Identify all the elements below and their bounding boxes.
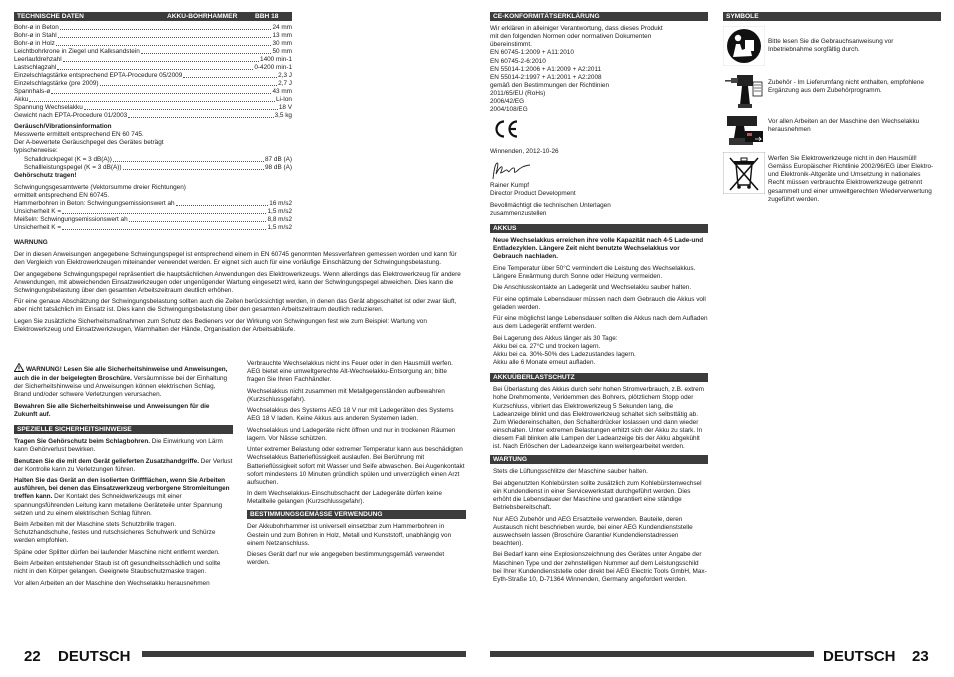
special-safety-item: [14, 521, 233, 545]
signer-note: [490, 202, 708, 218]
service-paragraph: Bei Bedarf kann eine Explosionszeichnung des Gerätes unter Angabe der Maschinen Type und der zehnstelligen Nummer auf dem Leistungsschild bei Ihrer Kundendienststelle oder direkt bei AEG Electric Tools GmbH, Max-Eyth-Straße 10, D-71364 Winnenden, Germany angefordert werden.: [493, 551, 707, 583]
service-paragraphs: [490, 468, 708, 584]
leader-dots: [51, 88, 271, 94]
special-safety-item: [14, 458, 233, 474]
language-left: DEUTSCH: [58, 648, 131, 665]
vibration-intro-line: ermittelt entsprechend EN 60745.: [14, 191, 110, 199]
spec-row: [14, 48, 292, 56]
battery-disposal-paragraphs: [247, 360, 466, 506]
signer-note-line: zusammenzustellen: [490, 210, 547, 217]
ce-header: CE-KONFORMITÄTSERKLÄRUNG: [490, 12, 708, 21]
spec-row-label: Bohr-ø in Stahl: [14, 32, 57, 39]
special-safety-bold: Tragen Sie Gehörschutz beim Schlagbohren.: [14, 438, 151, 446]
signer-note-line: Bevollmächtigt die technischen Unterlagen: [490, 201, 611, 209]
ce-line: EN 60745-2-6:2010: [490, 57, 546, 65]
tech-data-model-label: AKKU-BOHRHAMMER: [167, 13, 238, 20]
special-safety-item: [14, 438, 233, 454]
akkus-paragraph: Für eine optimale Lebensdauer müssen nach dem Gebrauch die Akkus voll geladen werden.: [493, 295, 706, 311]
noise-intro-line: Messwerte ermittelt entsprechend EN 60 745.: [14, 131, 144, 139]
read-manual-icon: [723, 26, 765, 66]
special-safety-text: Der Kontakt des Schneidwerkzeugs mit einer spannungsführenden Leitung kann metallene Geräteteile unter Spannung setzen und zu einem elektrischen Schlag führen.: [14, 493, 223, 517]
vibration-row-label: Hammerbohren in Beton: Schwingungsemissionswert ah: [14, 199, 175, 207]
storage-line: Akku bei ca. 27°C und trocken lagern.: [493, 342, 601, 350]
special-safety-text: Vor allen Arbeiten an der Maschine den Wechselakku herausnehmen: [14, 579, 210, 587]
leader-dots: [29, 96, 275, 102]
leader-dots: [60, 24, 272, 30]
battery-paragraph: In dem Wechselakkus-Einschubschacht der Ladegeräte dürfen keine Metallteile gelangen (Kurzschlussgefahr).: [247, 490, 442, 506]
service-paragraph: Stets die Lüftungsschlitze der Maschine sauber halten.: [493, 468, 648, 476]
ce-line: EN 60745-1:2009 + A11:2010: [490, 49, 574, 57]
overload-paragraph: Bei Überlastung des Akkus durch sehr hohen Stromverbrauch, z.B. extrem hohe Drehmomente, Verklemmen des Bohrers, plötzlichem Stopp oder Kurzschluss, vibriert das Elektrowerkzeug 5 Sekunden lang, die Ladeanzeige blinkt und das Elektrowerkzeug schaltet sich selbsttätig ab. Zum Wiedereinschalten, den Schalterdrücker loslassen und dann wieder einschalten. Unter extremen Belastungen erhitzt sich der Akku zu stark. In diesem Fall blinken alle Lampen der Ladeanzeige bis der Akku abgekühlt ist. Nach Erlöschen der Ladeanzeige kann weitergearbeitet werden.: [493, 386, 704, 451]
ce-declaration: [490, 25, 708, 114]
spec-row: [14, 64, 292, 72]
warning-paragraph: Für eine genaue Abschätzung der Schwingungsbelastung sollten auch die Zeiten berücksichtigt werden, in denen das Gerät abgeschaltet ist oder zwar läuft, aber nicht tatsächlich im Einsatz ist. Dies kann die Schwingungsbelastung über den gesamten Arbeitszeitraum deutlich reduzieren.: [14, 298, 457, 314]
spec-row-label: Bohr-ø in Holz: [14, 40, 55, 47]
spec-row-value: 24 mm: [272, 24, 292, 31]
leader-dots: [100, 80, 278, 86]
akkus-paragraphs: [490, 265, 708, 332]
remove-battery-icon: [723, 112, 765, 148]
noise-row: [24, 164, 292, 172]
left-footer: [14, 648, 466, 665]
spec-row-label: Bohr-ø in Beton: [14, 24, 59, 31]
ce-line: EN 55014-2:1997 + A1:2001 + A2:2008: [490, 73, 602, 81]
vibration-row-label: Meißeln: Schwingungsemissionswert ah: [14, 215, 128, 223]
special-safety-text: Die Einwirkung von Lärm kann Gehörverlust bewirken.: [14, 438, 223, 454]
spec-row-label: Einzelschlagstärke entsprechend EPTA-Procedure 05/2009: [14, 72, 183, 79]
special-safety-list: [14, 438, 233, 588]
spec-row-value: 50 mm: [272, 48, 292, 55]
ce-line: 2004/108/EG: [490, 106, 528, 114]
spec-row: [14, 112, 292, 120]
spec-row: [14, 32, 292, 40]
noise-block: [14, 123, 292, 180]
vibration-intro-line: Schwingungsgesamtwerte (Vektorsumme dreier Richtungen): [14, 183, 186, 191]
safety-warning: [14, 363, 233, 400]
spec-row-value: 1400 min-1: [260, 56, 292, 63]
special-safety-item: [14, 477, 233, 518]
battery-paragraph: Verbrauchte Wechselakkus nicht ins Feuer oder in den Hausmüll werfen. AEG bietet eine umweltgerechte Alt-Wechselakku-Entsorgung an; bitte fragen Sie Ihren Fachhändler.: [247, 360, 453, 384]
vibration-row-value: 16 m/s2: [269, 199, 292, 207]
spec-row-label: Spannhals-ø: [14, 88, 51, 95]
warning-title: WARNUNG: [14, 238, 48, 246]
left-col-a: [14, 363, 233, 591]
vibration-rows: [14, 200, 292, 232]
special-safety-header: SPEZIELLE SICHERHEITSHINWEISE: [14, 425, 233, 434]
special-safety-text: Der Verlust der Kontrolle kann zu Verletzungen führen.: [14, 457, 233, 473]
vibration-row: [14, 208, 292, 216]
vibration-row-label: Unsicherheit K =: [14, 223, 62, 231]
storage-line: Bei Lagerung des Akkus länger als 30 Tage:: [493, 334, 618, 342]
safety-keep: Bewahren Sie alle Sicherheitshinweise und Anweisungen für die Zukunft auf.: [14, 402, 210, 418]
left-col-b: [247, 360, 466, 571]
spec-row-value: 30 mm: [272, 40, 292, 47]
ce-place-date: Winnenden, 2012-10-26: [490, 147, 559, 155]
spec-row-value: 0-4200 min-1: [254, 64, 292, 71]
tech-data-column: [14, 12, 292, 255]
leader-dots: [58, 32, 272, 38]
noise-title: Geräusch/Vibrationsinformation: [14, 123, 112, 130]
warning-paragraphs: [14, 251, 466, 337]
noise-row-label: Schallleistungspegel (K = 3 dB(A)): [24, 163, 122, 171]
spec-row-value: 18 V: [278, 104, 292, 111]
special-safety-item: [14, 549, 233, 557]
leader-dots: [113, 156, 264, 162]
leader-dots: [123, 164, 264, 170]
tech-data-title: TECHNISCHE DATEN: [17, 13, 84, 20]
vibration-row-value: 1,5 m/s2: [267, 207, 292, 215]
akkus-paragraph: Eine Temperatur über 50°C vermindert die Leistung des Wechselakkus. Längere Erwärmung durch Sonne oder Heizung vermeiden.: [493, 264, 696, 280]
vibration-row: [14, 224, 292, 232]
warning-paragraph: Legen Sie zusätzliche Sicherheitsmaßnahmen zum Schutz des Bedieners vor der Wirkung von Schwingungen fest wie zum Beispiel: Wartung von Elektrowerkzeug und Einsatzwerkzeugen, Warmhalten der Hände, Organisation der Arbeitsabläufe.: [14, 317, 427, 333]
signer-title: Director Product Development: [490, 189, 576, 197]
spec-list: [14, 24, 292, 120]
vibration-row: [14, 216, 292, 224]
warning-paragraph: Der angegebene Schwingungspegel repräsentiert die hauptsächlichen Anwendungen des Elektrowerkzeugs. Wenn allerdings das Elektrowerkzeug für andere Anwendungen, mit abweichenden Einsatzwerkzeugen oder ungenügender Wartung eingesetzt wird, kann der Schwingungspegel abweichen. Dies kann die Schwingungsbelastung über den gesamten Arbeitszeitraum deutlich erhöhen.: [14, 270, 461, 294]
battery-paragraph: Unter extremer Belastung oder extremer Temperatur kann aus beschädigten Wechselakkus Batterieflüssigkeit auslaufen. Bei Berührung mit Batterieflüssigkeit sofort mit Wasser und Seife abwaschen. Bei Augenkontakt sofort mindestens 10 Minuten gründlich spülen und unverzüglich einen Arzt aufsuchen.: [247, 446, 465, 486]
spec-row-value: 13 mm: [272, 32, 292, 39]
spec-row-value: 2,7 J: [278, 80, 292, 87]
accessory-icon: [723, 72, 765, 110]
intended-use-paragraph: Dieses Gerät darf nur wie angegeben bestimmungsgemäß verwendet werden.: [247, 551, 445, 567]
special-safety-item: [14, 560, 233, 576]
spec-row: [14, 72, 292, 80]
ce-line: EN 55014-1:2006 + A1:2009 + A2:2011: [490, 65, 602, 73]
storage-line: Akku alle 6 Monate erneut aufladen.: [493, 359, 596, 367]
symbol-text-accessory: Zubehör - Im Lieferumfang nicht enthalten, empfohlene Ergänzung aus dem Zubehörprogramm.: [768, 79, 924, 95]
warning-triangle-icon: [14, 363, 24, 375]
overload-header: AKKUÜBERLASTSCHUTZ: [490, 373, 708, 382]
noise-rows: [14, 156, 292, 172]
spec-row-value: 2,3 J: [278, 72, 292, 79]
vibration-row-value: 1,5 m/s2: [267, 223, 292, 231]
spec-row-value: 43 mm: [272, 88, 292, 95]
spec-row-label: Leichtbohrkrone in Ziegel und Kalksandstein: [14, 48, 140, 55]
symbol-text-read-manual: Bitte lesen Sie die Gebrauchsanweisung vor Inbetriebnahme sorgfältig durch.: [768, 38, 894, 54]
leader-dots: [141, 48, 272, 54]
special-safety-bold: Benutzen Sie die mit dem Gerät gelieferten Zusatzhandgriffe.: [14, 457, 200, 465]
language-right: DEUTSCH: [823, 648, 896, 665]
spec-row-label: Gewicht nach EPTA-Procedure 01/2003: [14, 112, 128, 119]
noise-row-label: Schalldruckpegel (K = 3 dB(A)): [24, 155, 112, 163]
footer-bar-right: [490, 651, 814, 657]
spec-row: [14, 80, 292, 88]
akkus-intro: Neue Wechselakkus erreichen ihre volle Kapazität nach 4-5 Lade-und Entladezyklen. Längere Zeit nicht benutzte Wechselakkus vor Gebrauch nachladen.: [493, 237, 704, 261]
page-number-left: 22: [24, 648, 41, 665]
ce-line: gemäß den Bestimmungen der Richtlinien: [490, 81, 609, 89]
leader-dots: [84, 104, 278, 110]
safety-warning-text: Versäumnisse bei der Einhaltung der Sicherheitshinweise und Anweisungen können elektrischen Schlag, Brand und/oder schwere Verletzungen verursachen.: [14, 375, 228, 399]
special-safety-text: Späne oder Splitter dürfen bei laufender Maschine nicht entfernt werden.: [14, 548, 220, 556]
footer-bar-left: [142, 651, 466, 657]
noise-row-value: 87 dB (A): [265, 155, 292, 163]
akkus-storage: [490, 335, 708, 368]
leader-dots: [176, 200, 269, 206]
signature-icon: [490, 160, 708, 182]
leader-dots: [56, 40, 272, 46]
vibration-block: [14, 184, 292, 232]
special-safety-item: [14, 580, 233, 588]
leader-dots: [62, 208, 266, 214]
battery-paragraph: Wechselakkus des Systems AEG 18 V nur mit Ladegeräten des Systems AEG 18 V laden. Keine Akkus aus anderen Systemen laden.: [247, 407, 454, 423]
special-safety-text: Beim Arbeiten mit der Maschine stets Schutzbrille tragen. Schutzhandschuhe, festes und rutschsicheres Schuhwerk und Schürze werden empfohlen.: [14, 521, 216, 545]
spec-row: [14, 40, 292, 48]
vibration-intro: [14, 184, 292, 200]
leader-dots: [57, 64, 253, 70]
storage-line: Akku bei ca. 30%-50% des Ladezustandes lagern.: [493, 351, 636, 359]
service-header: WARTUNG: [490, 455, 708, 464]
leader-dots: [128, 112, 273, 118]
page-number-right: 23: [912, 648, 929, 665]
tech-data-model: BBH 18: [255, 13, 279, 20]
symbol-text-remove-battery: Vor allen Arbeiten an der Maschine den Wechselakku herausnehmen: [768, 118, 920, 134]
spec-row: [14, 24, 292, 32]
spec-row-value: Li-Ion: [276, 96, 292, 103]
service-paragraph: Bei abgenutzten Kohlebürsten sollte zusätzlich zum Kohlebürstenwechsel ein Kundendienst in einer Servicewerkstatt durchgeführt werden. Dies erhöht die Lebensdauer der Maschine und garantiert eine ständige Betriebsbereitschaft.: [493, 479, 702, 512]
spec-row-label: Lastschlagzahl: [14, 64, 57, 71]
leader-dots: [183, 72, 277, 78]
ce-mark-icon: [492, 118, 708, 143]
spec-row-label: Leerlaufdrehzahl: [14, 56, 62, 63]
crossed-bin-icon: [723, 152, 765, 194]
vibration-row-value: 8,8 m/s2: [267, 215, 292, 223]
tech-data-header: [14, 12, 292, 21]
noise-intro-line: Der A-bewertete Geräuschpegel des Gerätes beträgt: [14, 139, 164, 147]
battery-paragraph: Wechselakkus und Ladegeräte nicht öffnen und nur in trockenen Räumen lagern. Vor Nässe schützen.: [247, 426, 456, 442]
service-paragraph: Nur AEG Zubehör und AEG Ersatzteile verwenden. Bauteile, deren Austausch nicht beschrieben wurde, bei einer AEG Kundendienststelle auswechseln lassen (Broschüre Garantie/ Kundendienstadressen beachten).: [493, 515, 693, 547]
special-safety-bold: Halten Sie das Gerät an den isolierten Griffflächen, wenn Sie Arbeiten ausführen, bei denen das Einsatzwerkzeug verborgene Stromleitungen treffen kann.: [14, 477, 230, 501]
right-col-a: [490, 12, 708, 587]
akkus-paragraph: Für eine möglichst lange Lebensdauer sollten die Akkus nach dem Aufladen aus dem Ladegerät entfernt werden.: [493, 315, 708, 331]
spec-row: [14, 104, 292, 112]
vibration-row: [14, 200, 292, 208]
vibration-row-label: Unsicherheit K =: [14, 207, 62, 215]
noise-row-value: 98 dB (A): [265, 163, 292, 171]
hearing-protection: Gehörschutz tragen!: [14, 171, 77, 179]
safety-warning-bold: WARNUNG! Lesen Sie alle Sicherheitshinweise und Anweisungen, auch die in der beigelegten Broschüre.: [14, 366, 228, 383]
ce-line: Wir erklären in alleiniger Verantwortung, dass dieses Produkt: [490, 25, 663, 32]
symbols-header: SYMBOLE: [723, 12, 941, 21]
ce-line: 2006/42/EG: [490, 98, 525, 106]
intended-use-header: BESTIMMUNGSGEMÄSSE VERWENDUNG: [247, 510, 466, 519]
leader-dots: [129, 216, 267, 222]
noise-intro: [14, 131, 292, 155]
noise-intro-line: typischerweise:: [14, 147, 58, 155]
warning-paragraph: Der in diesen Anweisungen angegebene Schwingungspegel ist entsprechend einem in EN 60745 genormten Messverfahren gemessen worden und kann für den Vergleich von Elektrowerkzeugen miteinander verwendet werden. Er eignet sich auch für eine vorläufige Einschätzung der Schwingungsbelastung.: [14, 251, 457, 267]
right-footer: [490, 648, 942, 665]
overload-paragraphs: [490, 386, 708, 451]
symbol-text-disposal: Werfen Sie Elektrowerkzeuge nicht in den Hausmüll! Gemäss Europäischer Richtlinie 2002/96/EG über Elektro- und Elektronik-Altgeräte und Umsetzung in nationales Recht müssen verbrauchte Elektrowerkzeuge getrennt gesammelt und einer umweltgerechten Wiederverwertung zugeführt werden.: [768, 155, 934, 203]
intended-use-paragraph: Der Akkubohrhammer ist universell einsetzbar zum Hammerbohren in Gestein und zum Bohren in Holz, Metall und Kunststoff, unabhängig von einem Netzanschluss.: [247, 523, 452, 547]
ce-line: übereinstimmt.: [490, 41, 532, 49]
akkus-header: AKKUS: [490, 224, 708, 233]
spec-row-label: Spannung Wechselakku: [14, 104, 83, 111]
special-safety-text: Beim Arbeiten entstehender Staub ist oft gesundheitsschädlich und sollte nicht in den Körper gelangen. Geeignete Staubschutzmaske tragen.: [14, 560, 221, 576]
signer-name: Rainer Kumpf: [490, 181, 530, 189]
battery-paragraph: Wechselakkus nicht zusammen mit Metallgegenständen aufbewahren (Kurzschlussgefahr).: [247, 387, 445, 403]
leader-dots: [63, 56, 259, 62]
akkus-paragraph: Die Anschlusskontakte an Ladegerät und Wechselakku sauber halten.: [493, 284, 692, 292]
spec-row: [14, 96, 292, 104]
intended-use-paragraphs: [247, 523, 466, 567]
spec-row-label: Einzelschlagstärke (pre 2009): [14, 80, 99, 87]
spec-row-label: Akku: [14, 96, 29, 103]
spec-row: [14, 56, 292, 64]
noise-row: [24, 156, 292, 164]
symbols-header-wrap: [723, 12, 941, 21]
spec-row-value: 3,5 kg: [274, 112, 292, 119]
leader-dots: [62, 224, 266, 230]
spec-row: [14, 88, 292, 96]
ce-line: 2011/65/EU (RoHs): [490, 90, 546, 97]
ce-line: mit den folgenden Normen oder normativen Dokumenten: [490, 33, 652, 41]
